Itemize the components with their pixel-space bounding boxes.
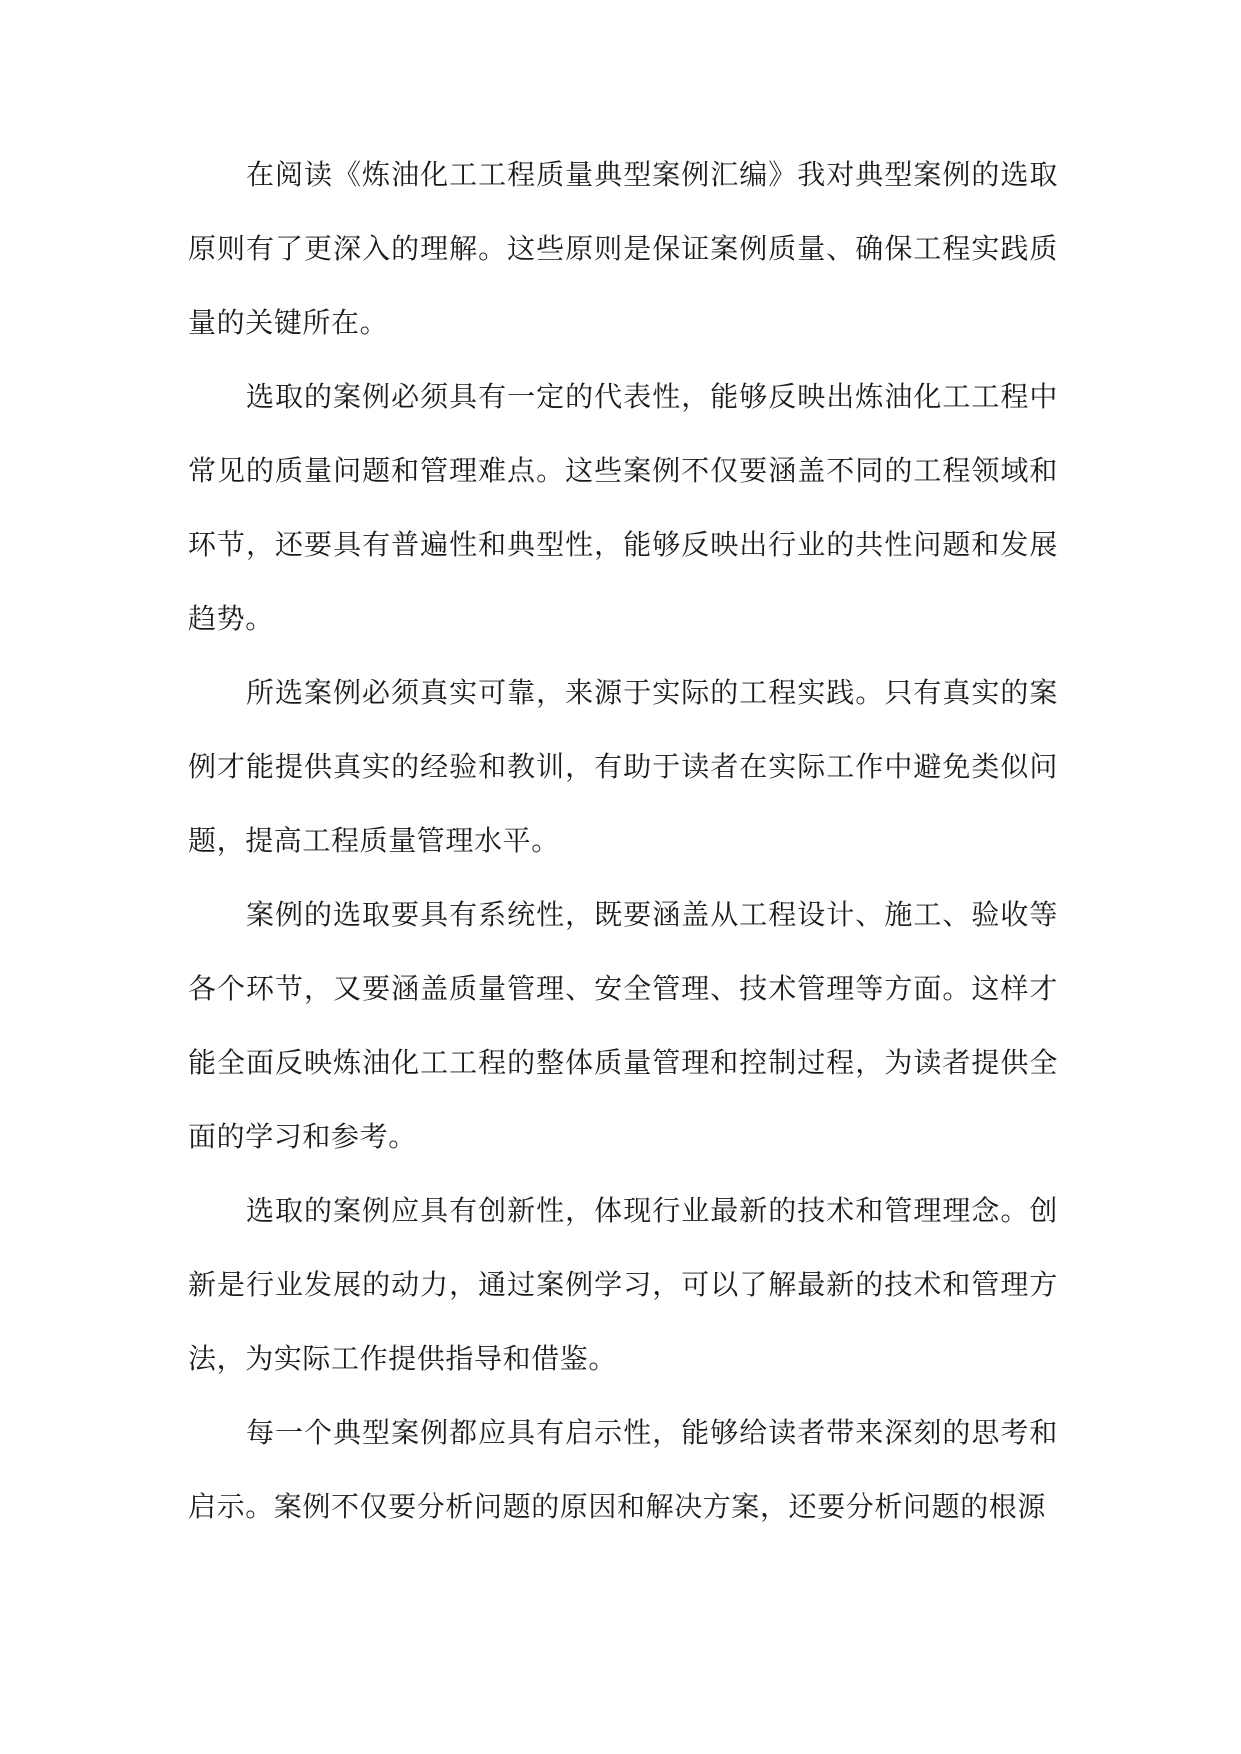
paragraph-intro: 在阅读《炼油化工工程质量典型案例汇编》我对典型案例的选取原则有了更深入的理解。这些原则是保证案例质量、确保工程实践质量的关键所在。 [188,158,1058,339]
paragraph-representativeness: 选取的案例必须具有一定的代表性，能够反映出炼油化工工程中常见的质量问题和管理难点。这些案例不仅要涵盖不同的工程领域和环节，还要具有普遍性和典型性，能够反映出行业的共性问题和发展趋势。 [188,380,1058,635]
document-body [188,138,1058,1544]
paragraph-systematic: 案例的选取要具有系统性，既要涵盖从工程设计、施工、验收等各个环节，又要涵盖质量管理、安全管理、技术管理等方面。这样才能全面反映炼油化工工程的整体质量管理和控制过程，为读者提供全面的学习和参考。 [188,898,1058,1153]
paragraph-enlightenment: 每一个典型案例都应具有启示性，能够给读者带来深刻的思考和启示。案例不仅要分析问题的原因和解决方案，还要分析问题的根源 [188,1416,1058,1523]
paragraph-authenticity: 所选案例必须真实可靠，来源于实际的工程实践。只有真实的案例才能提供真实的经验和教训，有助于读者在实际工作中避免类似问题，提高工程质量管理水平。 [188,676,1058,857]
paragraph-innovation: 选取的案例应具有创新性，体现行业最新的技术和管理理念。创新是行业发展的动力，通过案例学习，可以了解最新的技术和管理方法，为实际工作提供指导和借鉴。 [188,1194,1058,1375]
